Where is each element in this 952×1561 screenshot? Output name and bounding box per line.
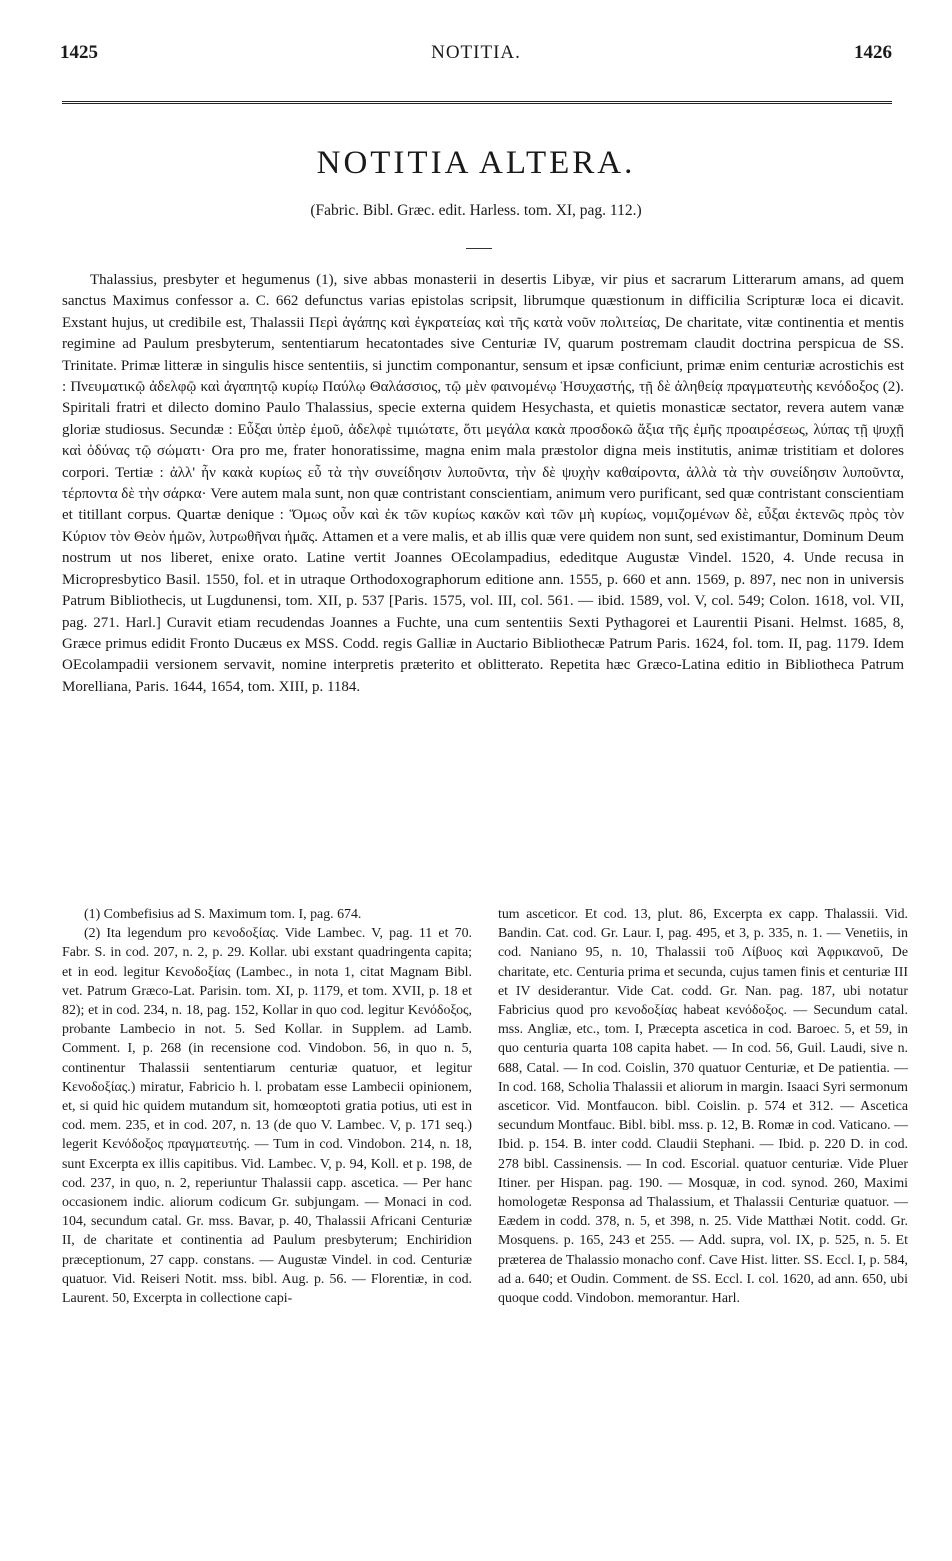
footnotes-left-column (62, 905, 472, 1308)
footnote-2-continued: tum asceticor. Et cod. 13, plut. 86, Excerpta ex capp. Thalassii. Vid. Bandin. Cat. cod. Gr. Laur. I, pag. 495, et 3, p. 335, n. 1. — Venetiis, in cod. Naniano 95, n. 10, Thalassii τοῦ Λίβυος καὶ Ἀφρικανοῦ, De charitate, etc. Centuria prima et secunda, cujus tamen finis et centuriæ III et IV desiderantur. Vide Cat. codd. Gr. Nan. pag. 187, ubi notatur Fabricius quod pro κενοδοξίας habeat κενόδοξος. — Secundum catal. mss. Angliæ, etc., tom. I, Præcepta ascetica in cod. Baroec. 5, et 59, in quo centuria quarta 108 capita habet. — In cod. 56, Guil. Laudi, sive n. 688, Catal. — In cod. Coislin, 370 quatuor Centuriæ, et De patientia. — In cod. 168, Scholia Thalassii et aliorum in margin. Isaaci Syri sermonum asceticor. Vid. Montfaucon. bibl. Coislin. p. 574 et 312. — Ascetica secundum Montfauc. Bibl. bibl. mss. p. 12, B. Romæ in cod. Vaticano. — Ibid. p. 154. B. inter codd. Claudii Stephani. — Ibid. p. 220 D. in cod. 278 bibl. Cassinensis. — In cod. Escorial. quatuor centuriæ. Vide Pluer Itiner. per Hispan. pag. 190. — Mosquæ, in cod. synod. 260, Maximi homologetæ Responsa ad Thalassium, et Thalassii Centuriæ quatuor. — Eædem in codd. 378, n. 5, et 398, n. 25. Vide Matthæi Notit. codd. Gr. Mosquens. p. 165, 243 et 255. — Add. supra, vol. IX, p. 525, n. 5. Et præterea de Thalassio monacho conf. Cave Hist. litter. SS. Eccl. I, p. 584, ad a. 640; et Oudin. Comment. de SS. Eccl. I. col. 1620, ad ann. 650, ubi quoque codd. Vindobon. memorantur. Harl. (498, 907, 908, 1307)
section-title: NOTITIA ALTERA. (316, 145, 636, 181)
footnote-2: (2) Ita legendum pro κενοδοξίας. Vide Lambec. V, pag. 11 et 70. Fabr. S. in cod. 207, n. 2, p. 29. Kollar. ubi exstant quadringenta capita; et in eod. legitur Κενοδοξίας (Lambec., in nota 1, citat Magnam Bibl. vet. Patrum Græco-Lat. Parisin. tom. XI, p. 1179, et tom. XVII, p. 18 et 82); et in cod. 234, n. 18, pag. 152, Kollar in quo cod. legitur Κενόδοξος, probante Lambecio in not. 5. Sed Kollar. in Supplem. ad Lamb. Comment. I, p. 268 (in recensione cod. Vindobon. 56, in quo n. 5, continentur Thalassii sententiarum centuriæ quatuor, et legitur Κενοδοξίας.) miratur, Fabricio h. l. probatam esse Lambecii opinionem, et, si quid hic quidem mutandum sit, homœoptoti gratia potius, uti est in cod. mem. 235, et in cod. 207, n. 13 (de quo V. Lambec. V, p. 171 seq.) legerit Κενόδοξος πραγματευτής. — Tum in cod. Vindobon. 214, n. 18, sunt Excerpta ex illis capitibus. Vid. Lambec. V, p. 94, Koll. et p. 198, de cod. 237, in quo, n. 2, reperiuntur Thalassii capp. ascetica. — Per hanc occasionem indic. aliorum codicum Gr. subjungam. — Monaci in cod. 104, secundum catal. Gr. mss. Bavar, p. 40, Thalassii Africani Centuriæ II, de charitate et continentia ad Paulum presbyterum; Enchiridion præceptionum, 27 capp. constans. — Augustæ Vindel. in cod. Centuriæ quatuor. Vid. Reiseri Notit. mss. bibl. Aug. p. 56. — Florentiæ, in cod. Laurent. 50, Excerpta in collectione capi- (62, 926, 472, 1307)
footnotes-right-column (498, 905, 908, 1308)
main-text (62, 270, 904, 698)
page-number-right: 1426 (854, 42, 892, 63)
section-subtitle: (Fabric. Bibl. Græc. edit. Harless. tom. XI, pag. 112.) (310, 202, 642, 219)
footnote-1: (1) Combefisius ad S. Maximum tom. I, pag. 674. (84, 907, 362, 922)
main-paragraph: Thalassius, presbyter et hegumenus (1), sive abbas monasterii in desertis Libyæ, vir pius et sacrarum Litterarum amans, ad quem sanctus Maximus confessor a. C. 662 defunctus varias epistolas scripsit, librumque quæstionum in difficilia Scripturæ loca ei dicavit. Exstant hujus, ut credibile est, Thalassii Περὶ ἀγάπης καὶ ἐγκρατείας καὶ τῆς κατὰ νοῦν πολιτείας, De charitate, vitæ continentia et mentis regimine ad Paulum presbyterum, sententiarum hecatontades sive Centuriæ IV, quarum postremam claudit doctrina perspicua de SS. Trinitate. Primæ litteræ in singulis hisce sententiis, si junctim componantur, sensum et ipsæ conficiunt, primæ enim centuriæ acrostichis est : Πνευματικῷ ἀδελφῷ καὶ ἀγαπητῷ κυρίῳ Παύλῳ Θαλάσσιος, τῷ μὲν φαινομένῳ Ἡσυχαστής, τῇ δὲ ἀληθείᾳ πραγματευτὴς κενόδοξος (2). Spiritali fratri et dilecto domino Paulo Thalassius, specie externa quidem Hesychasta, et quietis monasticæ sectator, revera autem vanæ gloriæ studiosus. Secundæ : Εὖξαι ὑπὲρ ἐμοῦ, ἀδελφὲ τιμιώτατε, ὅτι μεγάλα κακὰ προσδοκῶ ἄξια τῆς ἐμῆς προαιρέσεως, λύπας τῇ ψυχῇ καὶ ὀδύνας τῷ σώματι· Ora pro me, frater honoratissime, magna enim mala præstolor digna meis institutis, animæ tristitiam et dolores corpori. Tertiæ : ἀλλ' ἦν κακὰ κυρίως εὖ τὰ τὴν συνείδησιν λυποῦντα, τὴν δὲ ψυχὴν καθαίροντα, ἀλλὰ τὰ τὴν συνείδησιν λυποῦντα, τέρποντα δὲ τὴν σάρκα· Vere autem mala sunt, non quæ contristant conscientiam, animum vero purificant, sed quæ contristant conscientiam et titillant corpus. Quartæ denique : Ὅμως οὖν καὶ ἐκ τῶν κυρίως κακῶν καὶ τῶν μὴ κυρίως, νομιζομένων δὲ, εὖξαι ἐκτενῶς πρὸς τὸν Κύριον τὸν Θεὸν ἡμῶν, λυτρωθῆναι ἡμᾶς. Attamen et a vere malis, et ab illis quæ vere quidem non sunt, sed existimantur, Dominum Deum nostrum ut nos liberet, enixe orato. Latine vertit Joannes OEcolampadius, ededitque Augustæ Vindel. 1520, 4. Unde recusa in Micropresbytico Basil. 1550, fol. et in utraque Orthodoxographorum editione ann. 1555, p. 660 et ann. 1569, p. 897, nec non in universis Patrum Bibliothecis, ut Lugdunensi, tom. XII, p. 537 [Paris. 1575, vol. III, col. 561. — ibid. 1589, vol. V, col. 549; Colon. 1618, vol. VII, pag. 271. Harl.] Curavit etiam recudendas Joannes a Fuchte, una cum sententiis Sexti Pythagorei et Laurentii Pisani. Helmst. 1685, 8, Græce primus edidit Fronto Ducæus ex MSS. Codd. regis Galliæ in Auctario Bibliothecæ Patrum Paris. 1624, fol. tom. II, pag. 1179. Idem OEcolampadii versionem servavit, nomine interpretis præterito et oblitterato. Repetita hæc Græco-Latina editio in Bibliotheca Patrum Morelliana, Paris. 1644, 1654, tom. XIII, p. 1184. (62, 272, 904, 695)
page-number-left: 1425 (60, 42, 98, 63)
running-title: NOTITIA. (431, 42, 521, 63)
header-rule (62, 101, 892, 104)
title-divider (466, 248, 492, 249)
